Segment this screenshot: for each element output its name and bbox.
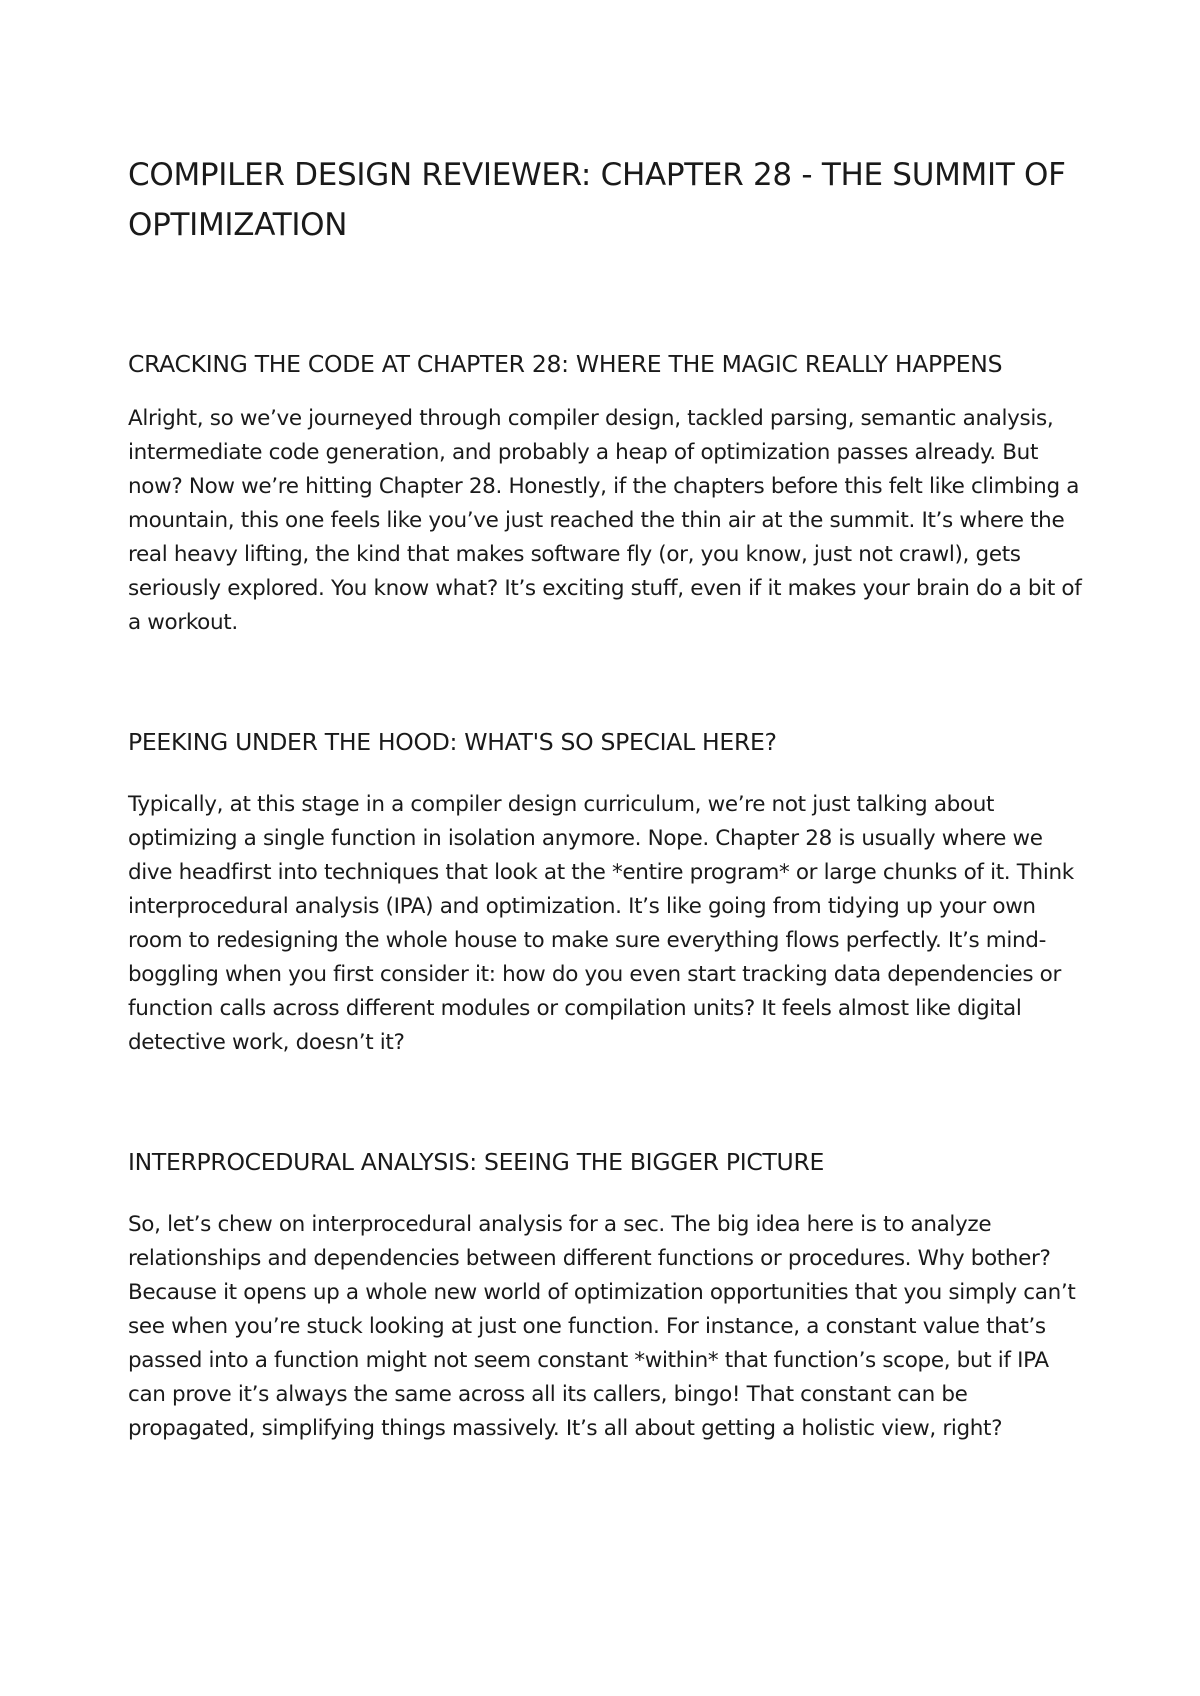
section-cracking-the-code (128, 344, 1088, 640)
section-peeking-under-the-hood (128, 722, 1088, 1060)
section-paragraph: Alright, so we’ve journeyed through compiler design, tackled parsing, semantic analysis, intermediate code generation, and probably a heap of optimization passes already. But now? Now we’re hitting Chapter 28. Honestly, if the chapters before this felt like climbing a mountain, this one feels like you’ve just reached the thin air at the summit. It’s where the real heavy lifting, the kind that makes software fly (or, you know, just not crawl), gets seriously explored. You know what? It’s exciting stuff, even if it makes your brain do a bit of a workout. (128, 406, 1082, 635)
document-title: COMPILER DESIGN REVIEWER: CHAPTER 28 - THE SUMMIT OF OPTIMIZATION (128, 157, 1066, 243)
section-paragraph: Typically, at this stage in a compiler design curriculum, we’re not just talking about optimizing a single function in isolation anymore. Nope. Chapter 28 is usually where we dive headfirst into techniques that look at the *entire program* or large chunks of it. Think interprocedural analysis (IPA) and optimization. It’s like going from tidying up your own room to redesigning the whole house to make sure everything flows perfectly. It’s mind-boggling when you first consider it: how do you even start tracking data dependencies or function calls across different modules or compilation units? It feels almost like digital detective work, doesn’t it? (128, 792, 1074, 1055)
section-paragraph: So, let’s chew on interprocedural analysis for a sec. The big idea here is to analyze relationships and dependencies between different functions or procedures. Why bother? Because it opens up a whole new world of optimization opportunities that you simply can’t see when you’re stuck looking at just one function. For instance, a constant value that’s passed into a function might not seem constant *within* that function’s scope, but if IPA can prove it’s always the same across all its callers, bingo! That constant can be propagated, simplifying things massively. It’s all about getting a holistic view, right? (128, 1212, 1076, 1441)
section-heading: INTERPROCEDURAL ANALYSIS: SEEING THE BIGGER PICTURE (128, 1148, 825, 1176)
document-page (128, 150, 1088, 1446)
section-interprocedural-analysis (128, 1142, 1088, 1446)
section-heading: CRACKING THE CODE AT CHAPTER 28: WHERE THE MAGIC REALLY HAPPENS (128, 350, 1003, 378)
section-heading: PEEKING UNDER THE HOOD: WHAT'S SO SPECIAL HERE? (128, 728, 777, 756)
